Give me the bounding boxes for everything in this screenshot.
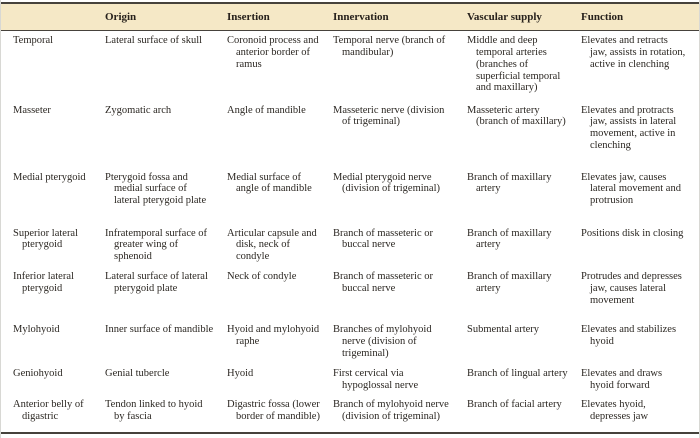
cell-origin xyxy=(105,320,227,364)
cell-insertion xyxy=(227,395,333,433)
cell-vascular_supply xyxy=(467,320,581,364)
cell-text: Branches of mylohyoid nerve (division of trigeminal) xyxy=(333,324,432,359)
column-header-origin: Origin xyxy=(105,3,227,31)
cell-text: Pterygoid fossa and medial surface of lateral pterygoid plate xyxy=(105,171,207,207)
cell-innervation xyxy=(333,364,467,396)
cell-function xyxy=(581,320,699,364)
cell-vascular_supply xyxy=(467,364,581,396)
cell-text: Branch of mylohyoid nerve (division of trigeminal) xyxy=(333,399,449,423)
cell-text: Branch of facial artery xyxy=(467,399,562,411)
cell-text: Temporal xyxy=(13,35,54,46)
cell-text: Elevates and retracts jaw, assists in rotation, active in clenching xyxy=(581,35,686,70)
cell-text: Mylohyoid xyxy=(13,324,60,336)
cell-text: Branch of maxillary artery xyxy=(467,227,552,251)
table-row xyxy=(1,364,699,396)
cell-text: Lateral surface of skull xyxy=(105,35,203,46)
cell-text: Elevates hyoid, depresses jaw xyxy=(581,399,649,423)
cell-vascular_supply xyxy=(467,224,581,268)
cell-text: Inferior lateral pterygoid xyxy=(13,271,74,294)
cell-text: Branch of masseteric or buccal nerve xyxy=(333,271,434,294)
cell-insertion xyxy=(227,224,333,268)
cell-text: Articular capsule and disk, neck of condyle xyxy=(227,227,317,263)
cell-vascular_supply xyxy=(467,267,581,320)
cell-text: Elevates and stabilizes hyoid xyxy=(581,324,677,347)
cell-text: Elevates and draws hyoid forward xyxy=(581,367,663,391)
cell-text: Protrudes and depresses jaw, causes lateral movement xyxy=(581,271,682,306)
cell-text: Medial pterygoid xyxy=(13,171,86,183)
cell-text: Masseteric nerve (division of trigeminal) xyxy=(333,104,445,128)
muscles-of-mastication-table xyxy=(1,2,699,434)
cell-muscle xyxy=(1,168,105,224)
cell-insertion xyxy=(227,168,333,224)
cell-text: First cervical via hypoglossal nerve xyxy=(333,367,419,391)
cell-function xyxy=(581,267,699,320)
cell-origin xyxy=(105,101,227,168)
cell-innervation xyxy=(333,267,467,320)
cell-text: Masseteric artery (branch of maxillary) xyxy=(467,104,566,128)
cell-muscle xyxy=(1,31,105,101)
cell-text: Elevates and protracts jaw, assists in lateral movement, active in clenching xyxy=(581,104,677,152)
cell-muscle xyxy=(1,320,105,364)
cell-text: Temporal nerve (branch of mandibular) xyxy=(333,35,446,58)
column-header-function: Function xyxy=(581,3,699,31)
cell-text: Infratemporal surface of greater wing of sphenoid xyxy=(105,227,208,263)
table-row xyxy=(1,31,699,101)
cell-text: Genial tubercle xyxy=(105,367,170,379)
cell-text: Submental artery xyxy=(467,324,540,336)
cell-origin xyxy=(105,267,227,320)
cell-innervation xyxy=(333,168,467,224)
cell-text: Branch of maxillary artery xyxy=(467,171,552,195)
cell-muscle xyxy=(1,101,105,168)
cell-vascular_supply xyxy=(467,168,581,224)
cell-origin xyxy=(105,168,227,224)
cell-innervation xyxy=(333,395,467,433)
cell-muscle xyxy=(1,364,105,396)
cell-insertion xyxy=(227,101,333,168)
table-row xyxy=(1,168,699,224)
cell-vascular_supply xyxy=(467,395,581,433)
cell-origin xyxy=(105,395,227,433)
cell-text: Positions disk in closing xyxy=(581,227,684,239)
cell-origin xyxy=(105,224,227,268)
cell-insertion xyxy=(227,31,333,101)
column-header-innervation: Innervation xyxy=(333,3,467,31)
cell-function xyxy=(581,395,699,433)
table-row xyxy=(1,101,699,168)
cell-text: Digastric fossa (lower border of mandible) xyxy=(227,399,320,423)
table-row xyxy=(1,395,699,433)
cell-innervation xyxy=(333,31,467,101)
table-row xyxy=(1,224,699,268)
cell-insertion xyxy=(227,267,333,320)
cell-text: Elevates jaw, causes lateral movement and protrusion xyxy=(581,171,681,207)
cell-text: Branch of masseteric or buccal nerve xyxy=(333,227,434,251)
cell-text: Lateral surface of lateral pterygoid plate xyxy=(105,271,208,294)
cell-origin xyxy=(105,31,227,101)
cell-text: Middle and deep temporal arteries (branches of superficial temporal and maxillary) xyxy=(467,35,561,94)
cell-text: Angle of mandible xyxy=(227,104,306,116)
cell-text: Anterior belly of digastric xyxy=(13,399,84,423)
cell-text: Branch of lingual artery xyxy=(467,367,568,379)
table-row xyxy=(1,320,699,364)
cell-text: Zygomatic arch xyxy=(105,104,172,116)
cell-function xyxy=(581,31,699,101)
cell-insertion xyxy=(227,320,333,364)
cell-innervation xyxy=(333,320,467,364)
column-header-vascular_supply: Vascular supply xyxy=(467,3,581,31)
table-row xyxy=(1,267,699,320)
table-body xyxy=(1,31,699,434)
cell-text: Neck of condyle xyxy=(227,271,297,283)
cell-text: Tendon linked to hyoid by fascia xyxy=(105,399,203,423)
cell-text: Branch of maxillary artery xyxy=(467,271,552,294)
header-row xyxy=(1,3,699,31)
cell-text: Hyoid xyxy=(227,367,254,379)
column-header-muscle xyxy=(1,3,105,31)
cell-text: Coronoid process and anterior border of ramus xyxy=(227,35,319,70)
cell-text: Medial pterygoid nerve (division of trigeminal) xyxy=(333,171,440,195)
cell-text: Inner surface of mandible xyxy=(105,324,214,336)
cell-muscle xyxy=(1,267,105,320)
table-header xyxy=(1,3,699,31)
cell-muscle xyxy=(1,395,105,433)
cell-vascular_supply xyxy=(467,31,581,101)
cell-text: Medial surface of angle of mandible xyxy=(227,171,312,195)
cell-origin xyxy=(105,364,227,396)
cell-function xyxy=(581,364,699,396)
cell-innervation xyxy=(333,224,467,268)
cell-innervation xyxy=(333,101,467,168)
cell-text: Geniohyoid xyxy=(13,367,63,379)
cell-vascular_supply xyxy=(467,101,581,168)
cell-text: Masseter xyxy=(13,104,51,116)
cell-function xyxy=(581,224,699,268)
cell-function xyxy=(581,101,699,168)
cell-text: Hyoid and mylohyoid raphe xyxy=(227,324,320,347)
cell-function xyxy=(581,168,699,224)
column-header-insertion: Insertion xyxy=(227,3,333,31)
cell-text: Superior lateral pterygoid xyxy=(13,227,79,251)
cell-insertion xyxy=(227,364,333,396)
cell-muscle xyxy=(1,224,105,268)
